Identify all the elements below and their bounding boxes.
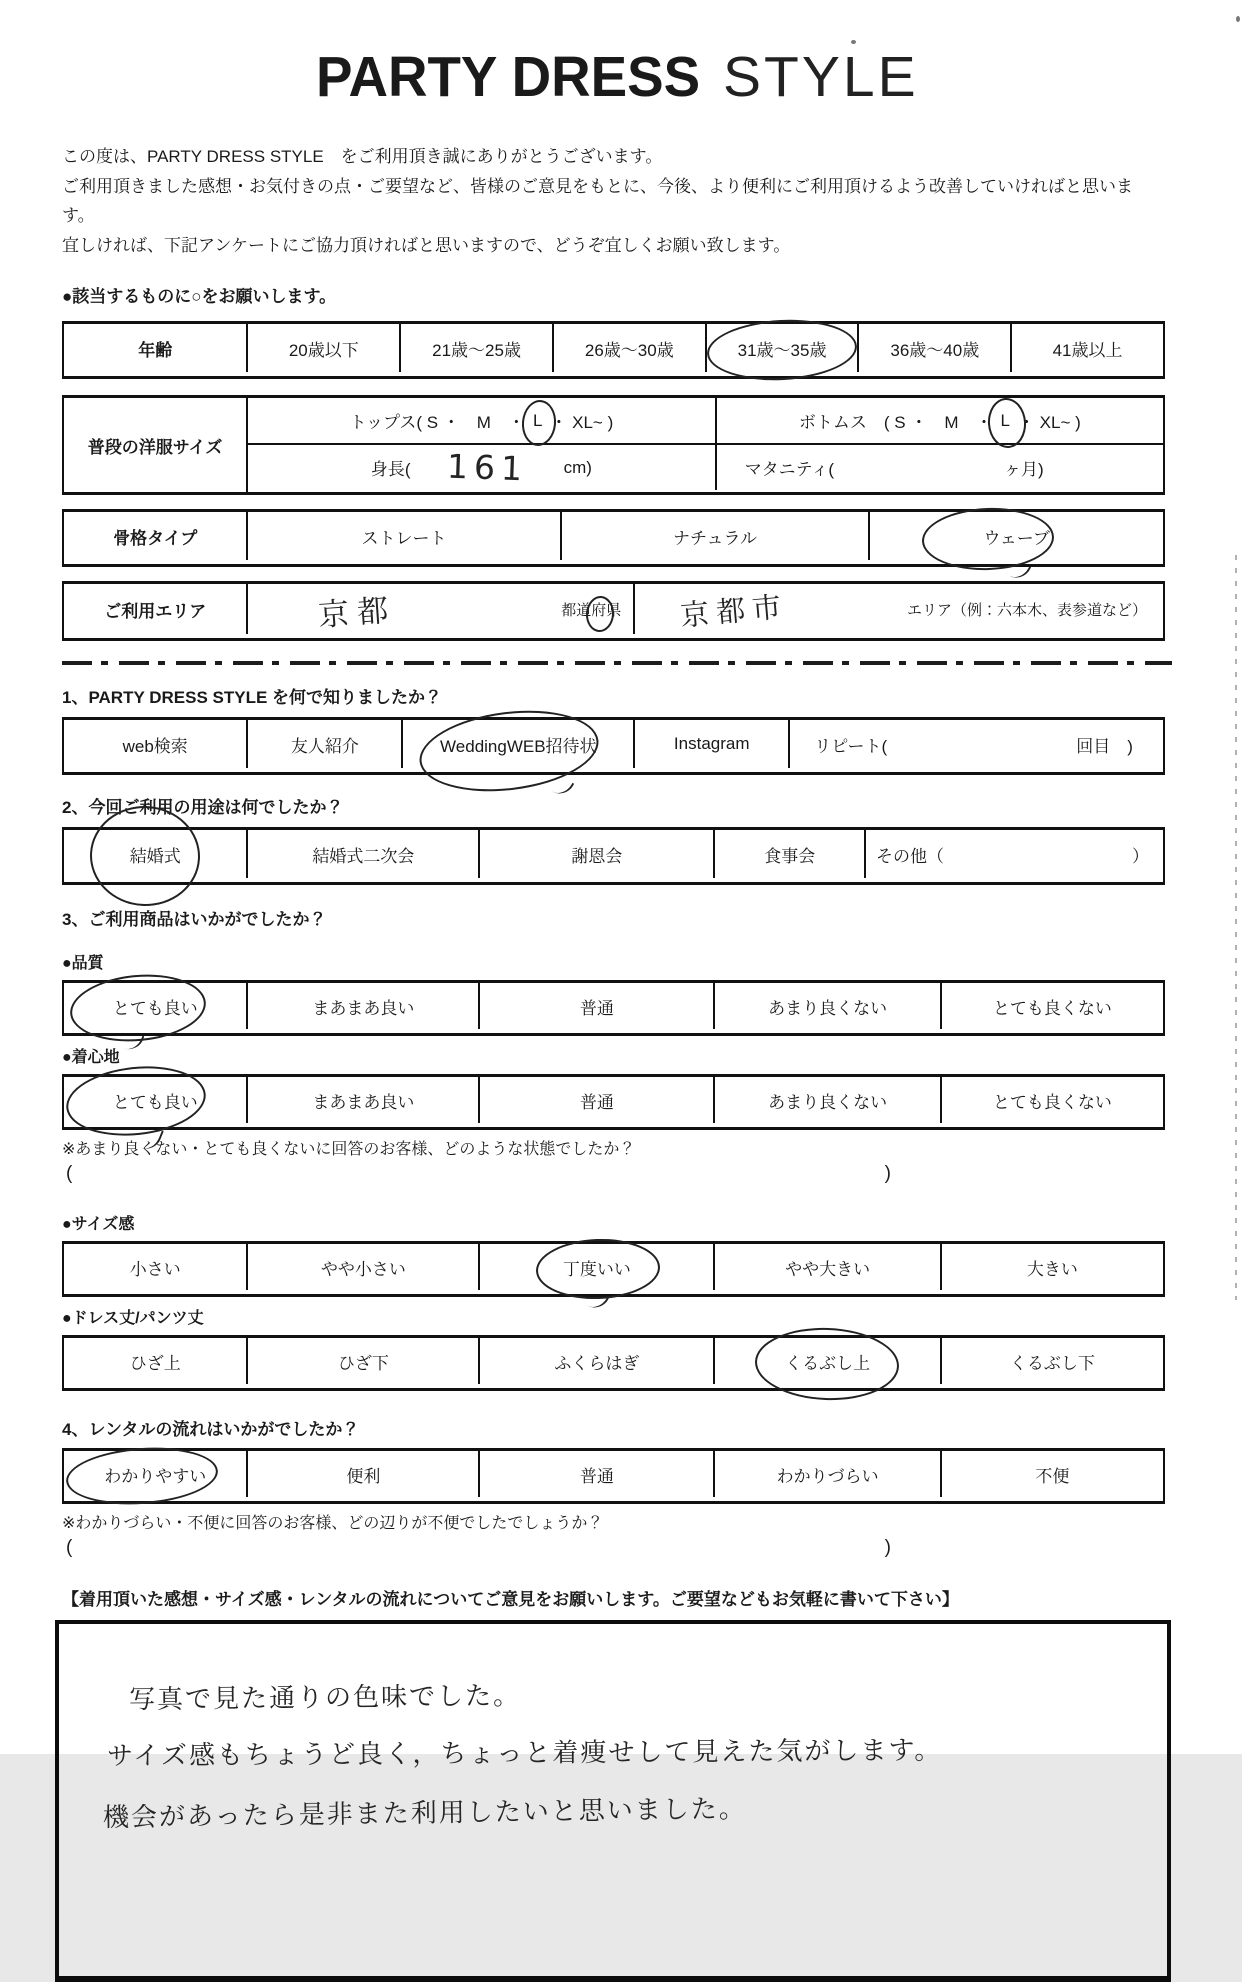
- maternity-unit: ヶ月): [1004, 460, 1044, 479]
- quality-option-very-bad: とても良くない: [940, 983, 1163, 1029]
- size-fit-option-label: 丁度いい: [562, 1259, 631, 1279]
- q2-option-other: [864, 830, 1163, 878]
- quality-option-not-so-good: あまり良くない: [713, 983, 939, 1029]
- q2-option-dinner: 食事会: [713, 830, 864, 878]
- age-option-under-20: 20歳以下: [246, 324, 399, 372]
- tops-label-suffix: ・ XL~ ): [550, 413, 614, 432]
- other-close-paren: ）: [1131, 846, 1149, 866]
- age-option-label: 31歳～35歳: [737, 340, 827, 360]
- scan-speck: [851, 40, 856, 44]
- q1-title: 1、PARTY DRESS STYLE を何で知りましたか？: [62, 688, 443, 707]
- comfort-option-normal: 普通: [478, 1077, 713, 1123]
- size-fit-label: ●サイズ感: [62, 1216, 135, 1233]
- bottoms-size-L-label: L: [1000, 410, 1010, 430]
- quality-option-fairly-good: まあまあ良い: [246, 983, 478, 1029]
- q4-table: [62, 1448, 1165, 1504]
- q1-option-instagram: Instagram: [633, 720, 788, 768]
- prefecture-cell: [246, 584, 633, 634]
- comment-handwritten-line: サイズ感もちょうど良く，ちょっと着痩せして見えた気がします。: [106, 1735, 943, 1772]
- height-unit: cm): [563, 457, 592, 477]
- q3-title: 3、ご利用商品はいかがでしたか？: [62, 910, 327, 929]
- length-table: [62, 1335, 1165, 1391]
- bottoms-label: ボトムス ( S ・ M ・: [798, 413, 993, 432]
- intro-paragraph: [62, 142, 1165, 260]
- height-cell: [248, 445, 715, 490]
- height-handwritten-value: 161: [445, 446, 529, 489]
- prefecture-label-pre: 都道: [561, 601, 592, 619]
- comfort-option-very-bad: とても良くない: [940, 1077, 1163, 1123]
- circle-instruction: ●該当するものに○をお願いします。: [62, 287, 337, 306]
- bottoms-label-suffix: ・ XL~ ): [1017, 413, 1081, 432]
- q2-title: 2、今回ご利用の用途は何でしたか？: [62, 798, 344, 817]
- size-header: 普段の洋服サイズ: [87, 437, 223, 457]
- comfort-option-fairly-good: まあまあ良い: [246, 1077, 478, 1123]
- comment-box: [55, 1620, 1171, 1982]
- quality-label: ●品質: [62, 955, 104, 972]
- q2-option-thanks-party: 謝恩会: [478, 830, 713, 878]
- q4-title: 4、レンタルの流れはいかがでしたか？: [62, 1420, 360, 1439]
- comfort-option-label: とても良い: [112, 1092, 198, 1112]
- q3-free-answer-line: [62, 1163, 891, 1185]
- length-option-below-knee: ひざ下: [246, 1338, 478, 1384]
- usage-area-table: [62, 581, 1165, 641]
- length-option-calf: ふくらはぎ: [478, 1338, 713, 1384]
- q4-option-convenient: 便利: [246, 1451, 478, 1497]
- length-option-above-ankle: [713, 1338, 939, 1384]
- age-table: [62, 321, 1165, 379]
- length-label: ●ドレス丈/パンツ丈: [62, 1310, 204, 1327]
- quality-option-very-good: [64, 983, 246, 1029]
- length-option-label: くるぶし上: [785, 1353, 871, 1373]
- q1-option-web-search: web検索: [122, 736, 188, 756]
- q4-bad-answer-note: ※わかりづらい・不便に回答のお客様、どの辺りが不便でしたでしょうか？: [62, 1515, 604, 1532]
- q4-option-easy-to-understand: [64, 1451, 246, 1497]
- age-option-31-35: [705, 324, 858, 372]
- skeleton-type-table: [62, 509, 1165, 567]
- open-paren: (: [66, 1163, 73, 1184]
- quality-table: [62, 980, 1165, 1036]
- q1-option-friend-referral: 友人紹介: [246, 720, 401, 768]
- intro-line: ご利用頂きました感想・お気付きの点・ご要望など、皆様のご意見をもとに、今後、より便利にご利用頂けるよう改善していければと思います。: [62, 177, 1133, 225]
- q4-option-inconvenient: 不便: [940, 1451, 1163, 1497]
- city-handwritten-value: 京都市: [679, 588, 790, 633]
- intro-line: この度は、PARTY DRESS STYLE をご利用頂き誠にありがとうございます。: [62, 147, 663, 166]
- size-fit-table: [62, 1241, 1165, 1297]
- skeleton-option-wave: [868, 512, 1163, 560]
- q1-option-wedding-web-invitation: [401, 720, 633, 768]
- q2-option-label: 結婚式: [129, 846, 181, 866]
- comfort-label: ●着心地: [62, 1049, 120, 1066]
- length-option-below-ankle: くるぶし下: [940, 1338, 1163, 1384]
- q4-option-label: わかりやすい: [104, 1466, 207, 1486]
- circle-annotation-tail: [1007, 559, 1031, 583]
- skeleton-option-label: ウェーブ: [983, 528, 1050, 548]
- comment-handwritten-line: 写真で見た通りの色味でした。: [128, 1681, 522, 1716]
- open-paren: (: [66, 1537, 73, 1558]
- quality-option-normal: 普通: [478, 983, 713, 1029]
- prefecture-label: [561, 599, 621, 620]
- q4-free-answer-line: [62, 1537, 891, 1559]
- comment-handwritten-line: 機会があったら是非また利用したいと思いました。: [102, 1794, 747, 1834]
- q1-option-repeat: [788, 720, 1163, 768]
- q2-table: [62, 827, 1165, 885]
- q2-option-wedding: [64, 830, 246, 878]
- age-header: 年齢: [138, 340, 173, 360]
- q3-bad-answer-note: ※あまり良くない・とても良くないに回答のお客様、どのような状態でしたか？: [62, 1141, 636, 1158]
- bottoms-size-L: [992, 411, 1017, 431]
- area-hint-label: エリア（例：六本木、表参道など）: [906, 601, 1147, 619]
- quality-option-label: とても良い: [112, 998, 198, 1018]
- maternity-label: マタニティ(: [744, 460, 834, 479]
- comfort-option-not-so-good: あまり良くない: [713, 1077, 939, 1123]
- close-paren: ): [884, 1537, 891, 1558]
- age-option-over-41: 41歳以上: [1010, 324, 1163, 372]
- repeat-count-label: 回目 ): [1076, 736, 1133, 756]
- city-cell: [633, 584, 1163, 634]
- prefecture-handwritten-value: 京都: [317, 591, 398, 634]
- size-fit-option-slightly-small: やや小さい: [246, 1244, 478, 1290]
- age-option-21-25: 21歳～25歳: [399, 324, 552, 372]
- maternity-cell: [715, 445, 1163, 490]
- clothing-size-table: [62, 395, 1165, 495]
- repeat-label: リピート(: [814, 736, 888, 756]
- scan-speck: [1236, 16, 1240, 22]
- q4-option-hard-to-understand: わかりづらい: [713, 1451, 939, 1497]
- tops-size-L: [525, 411, 550, 431]
- intro-line: 宜しければ、下記アンケートにご協力頂ければと思いますので、どうぞ宜しくお願い致します。: [62, 236, 791, 255]
- skeleton-option-straight: ストレート: [246, 512, 559, 560]
- dashed-divider: [62, 661, 1172, 665]
- comment-section-label: 【着用頂いた感想・サイズ感・レンタルの流れについてご意見をお願いします。ご要望などもお気軽に書いて下さい】: [62, 1590, 959, 1609]
- size-fit-option-just-right: [478, 1244, 713, 1290]
- q1-option-label: WeddingWEB招待状: [440, 736, 597, 756]
- height-label: 身長(: [370, 460, 411, 479]
- prefecture-fu: [591, 602, 606, 619]
- skeleton-option-natural: ナチュラル: [560, 512, 869, 560]
- size-fit-option-slightly-large: やや大きい: [713, 1244, 939, 1290]
- tops-label: トップス( S ・ M ・: [349, 413, 525, 432]
- bottoms-size-cell: [715, 398, 1163, 443]
- size-fit-option-large: 大きい: [940, 1244, 1163, 1290]
- close-paren: ): [884, 1163, 891, 1184]
- tops-size-L-label: L: [532, 410, 543, 430]
- page-title: [62, 44, 1165, 110]
- comfort-table: [62, 1074, 1165, 1130]
- age-option-26-30: 26歳～30歳: [552, 324, 705, 372]
- length-option-above-knee: ひざ上: [129, 1353, 181, 1373]
- q2-option-wedding-afterparty: 結婚式二次会: [246, 830, 478, 878]
- tops-size-cell: [248, 398, 715, 443]
- comfort-option-very-good: [64, 1077, 246, 1123]
- skeleton-header: 骨格タイプ: [113, 528, 198, 548]
- prefecture-fu-label: 府: [591, 601, 607, 619]
- age-option-36-40: 36歳～40歳: [857, 324, 1010, 372]
- area-header: ご利用エリア: [104, 601, 207, 621]
- brand-name-bold: PARTY DRESS: [316, 45, 701, 109]
- size-fit-option-small: 小さい: [129, 1259, 181, 1279]
- prefecture-label-post: 県: [606, 601, 622, 619]
- q1-table: [62, 717, 1165, 775]
- q4-option-normal: 普通: [478, 1451, 713, 1497]
- other-label: その他（: [876, 846, 945, 866]
- scan-edge-artifact: [1235, 555, 1237, 1300]
- brand-name-light: STYLE: [723, 45, 919, 109]
